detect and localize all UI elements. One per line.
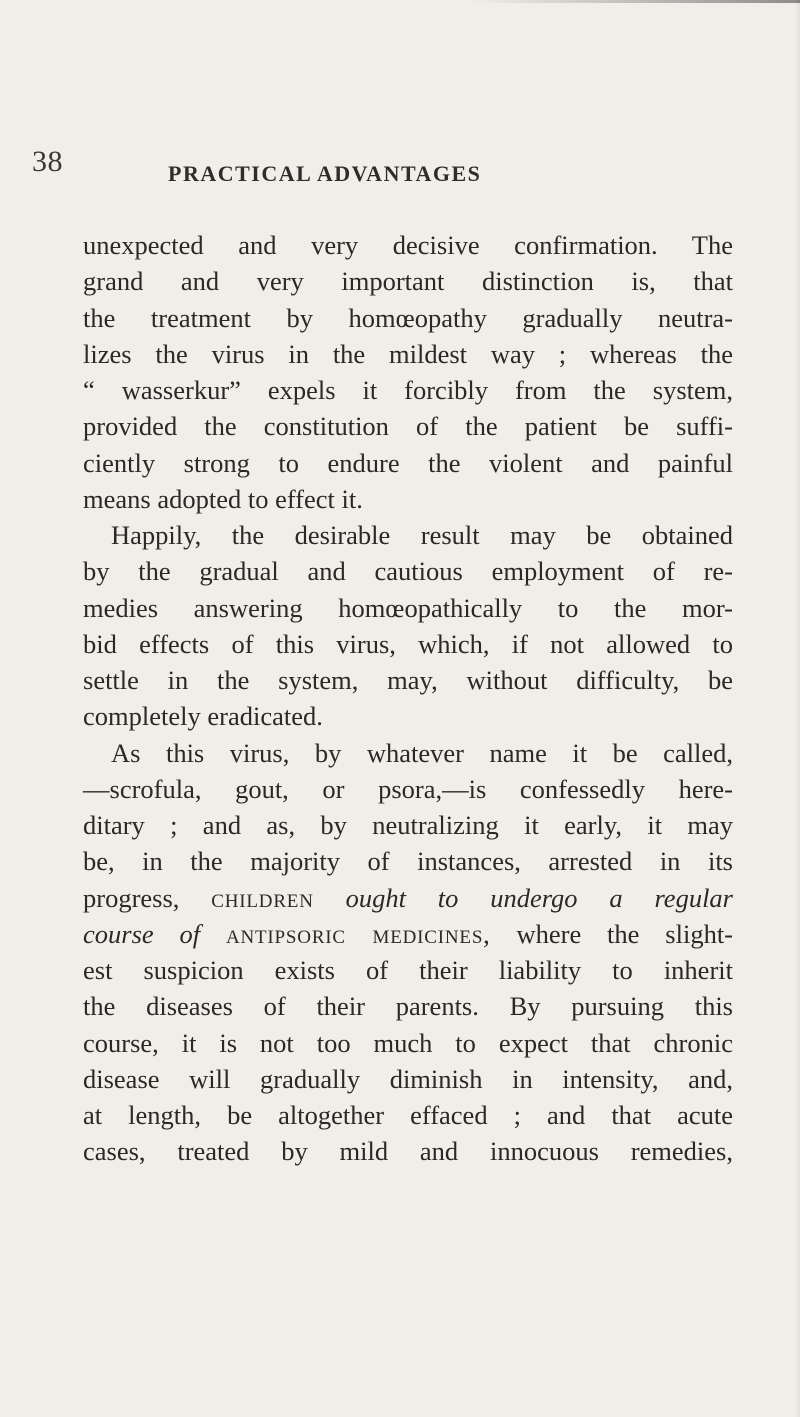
text-line: completely eradicated. <box>83 701 323 732</box>
text-line: ciently strong to endure the violent and painful <box>83 447 733 478</box>
text-line: lizes the virus in the mildest way ; whereas the <box>83 338 733 369</box>
text-run: where the slight- <box>516 918 734 949</box>
text-line: est suspicion exists of their liability to inherit <box>83 955 733 985</box>
text-line: means adopted to effect it. <box>83 483 363 514</box>
small-caps-run: children <box>211 882 314 913</box>
text-line: provided the constitution of the patient be suffi- <box>83 411 733 442</box>
text-line: disease will gradually diminish in intensity, and, <box>83 1063 733 1094</box>
text-line: grand and very important distinction is, that <box>83 266 733 297</box>
text-line-mixed <box>83 880 733 916</box>
page-header <box>0 146 800 186</box>
text-line: the treatment by homœopathy gradually neutra- <box>83 302 733 333</box>
text-line: by the gradual and cautious employment of re- <box>83 556 733 587</box>
text-line: medies answering homœopathically to the mor- <box>83 592 733 623</box>
text-line: settle in the system, may, without difficulty, be <box>83 665 733 695</box>
text-line: —scrofula, gout, or psora,—is confessedly here- <box>83 773 733 804</box>
paragraph-start-line: As this virus, by whatever name it be called, <box>111 737 733 768</box>
running-head: PRACTICAL ADVANTAGES <box>168 161 482 186</box>
text-line: be, in the majority of instances, arrested in its <box>83 846 733 877</box>
text-line: course, it is not too much to expect that chronic <box>83 1027 733 1058</box>
small-caps-run: antipsoric medicines, <box>225 918 491 949</box>
text-run: progress, <box>83 882 180 913</box>
page-edge-shadow <box>470 0 800 3</box>
italic-run: course of <box>83 918 201 949</box>
text-line: ditary ; and as, by neutralizing it early, it may <box>83 810 733 840</box>
text-line: bid effects of this virus, which, if not allowed to <box>83 628 733 659</box>
body-text <box>83 227 733 1170</box>
text-line: “ wasserkur” expels it forcibly from the system, <box>83 375 733 405</box>
text-line: at length, be altogether effaced ; and that acute <box>83 1100 733 1130</box>
page-binding-shadow <box>794 0 800 1417</box>
text-line: cases, treated by mild and innocuous remedies, <box>83 1136 733 1167</box>
text-line: unexpected and very decisive confirmation. The <box>83 230 733 260</box>
text-line: the diseases of their parents. By pursuing this <box>83 991 733 1022</box>
paragraph-start-line: Happily, the desirable result may be obtained <box>111 520 733 550</box>
page-number: 38 <box>32 145 63 178</box>
text-line-mixed <box>83 916 733 952</box>
italic-run: ought to undergo a regular <box>345 882 733 913</box>
